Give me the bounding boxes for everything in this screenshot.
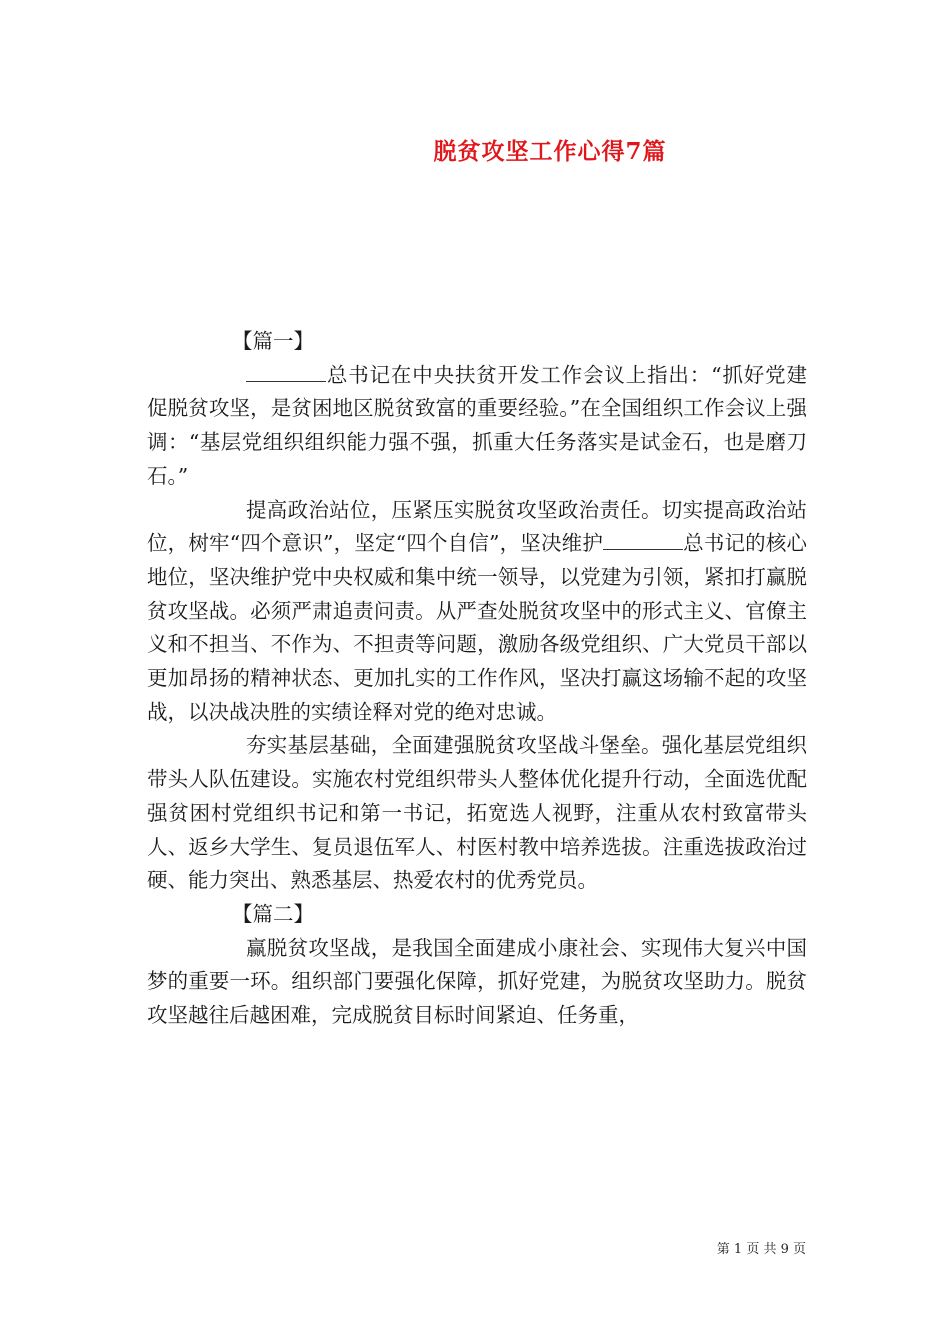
fill-in-blank bbox=[246, 365, 326, 382]
page-footer: 第 1 页 共 9 页 bbox=[716, 1242, 806, 1257]
paragraph-1-3: 夯实基层基础，全面建强脱贫攻坚战斗堡垒。强化基层党组织带头人队伍建设。实施农村党组织带头人整体优化提升行动，全面选优配强贫困村党组织书记和第一书记，拓宽选人视野，注重从农村致富带头人、返乡大学生、复员退伍军人、村医村教中培养选拔。注重选拔政治过硬、能力突出、熟悉基层、热爱农村的优秀党员。 bbox=[147, 733, 807, 893]
paragraph-1-2 bbox=[147, 494, 807, 730]
section-heading-2: 【篇二】 bbox=[232, 901, 314, 926]
paragraph-2-1: 赢脱贫攻坚战，是我国全面建成小康社会、实现伟大复兴中国梦的重要一环。组织部门要强化保障，抓好党建，为脱贫攻坚助力。脱贫攻坚越往后越困难，完成脱贫目标时间紧迫、任务重， bbox=[147, 935, 807, 1028]
paragraph-1-1 bbox=[147, 359, 807, 494]
paragraph-text: 总书记在中央扶贫开发工作会议上指出：“抓好党建促脱贫攻坚，是贫困地区脱贫致富的重要经验。”在全国组织工作会议上强调：“基层党组织组织能力强不强，抓重大任务落实是试金石，也是磨刀石。” bbox=[147, 362, 807, 488]
page-title: 脱贫攻坚工作心得7篇 bbox=[433, 138, 667, 165]
paragraph-text-a: 提高政治站位，压紧压实脱贫攻坚政治责任。切实提高政治站位，树牢“四个意识”，坚定“四个自信”，坚决维护 bbox=[147, 497, 807, 556]
section-heading-1: 【篇一】 bbox=[232, 329, 314, 353]
paragraph-text-b: 总书记的核心地位，坚决维护党中央权威和集中统一领导，以党建为引领，紧扣打赢脱贫攻坚战。必须严肃追责问责。从严查处脱贫攻坚中的形式主义、官僚主义和不担当、不作为、不担责等问题，激励各级党组织、广大党员干部以更加昂扬的精神状态、更加扎实的工作作风，坚决打赢这场输不起的攻坚战，以决战决胜的实绩诠释对党的绝对忠诚。 bbox=[147, 531, 807, 724]
fill-in-blank bbox=[603, 533, 683, 550]
document-body bbox=[147, 325, 807, 1033]
